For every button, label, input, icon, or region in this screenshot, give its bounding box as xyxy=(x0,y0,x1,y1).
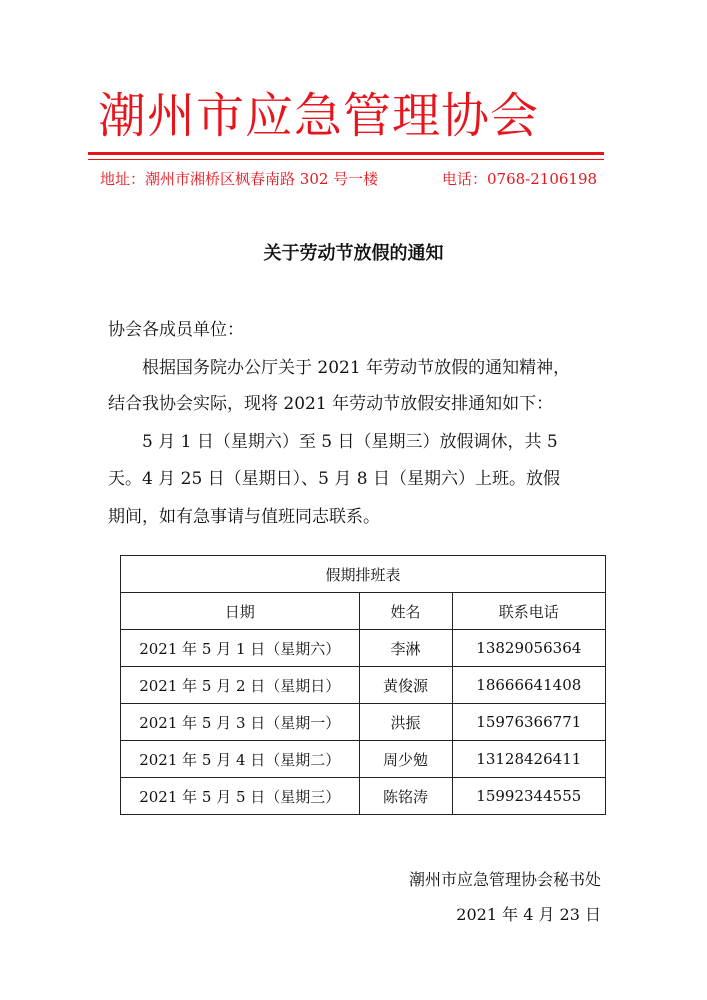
paragraph-line: 5 月 1 日（星期六）至 5 日（星期三）放假调休，共 5 xyxy=(108,432,558,452)
letterhead-title: 潮州市应急管理协会 xyxy=(98,88,540,144)
paragraph-line: 根据国务院办公厅关于 2021 年劳动节放假的通知精神， xyxy=(108,358,571,378)
address-text: 地址：潮州市湘桥区枫春南路 302 号一楼 xyxy=(100,170,379,188)
paragraph-line: 天。4 月 25 日（星期日）、5 月 8 日（星期六）上班。放假 xyxy=(108,469,561,489)
letterhead-rule-thin xyxy=(88,159,604,160)
table-row xyxy=(121,704,606,741)
notice-title: 关于劳动节放假的通知 xyxy=(263,243,444,264)
paragraph-line: 结合我协会实际，现将 2021 年劳动节放假安排通知如下： xyxy=(108,394,554,414)
table-caption-row xyxy=(121,556,606,593)
duty-table xyxy=(120,555,606,815)
signature-issuer: 潮州市应急管理协会秘书处 xyxy=(408,870,601,889)
cell-date: 2021 年 5 月 2 日（星期日） xyxy=(121,667,360,704)
cell-name: 陈铭涛 xyxy=(359,778,452,815)
letterhead-rule-thick xyxy=(88,152,604,155)
header-date: 日期 xyxy=(121,593,360,630)
cell-phone: 13829056364 xyxy=(452,630,605,667)
cell-phone: 15976366771 xyxy=(452,704,605,741)
cell-date: 2021 年 5 月 5 日（星期三） xyxy=(121,778,360,815)
cell-name: 黄俊源 xyxy=(359,667,452,704)
table-caption: 假期排班表 xyxy=(121,556,606,593)
table-row xyxy=(121,630,606,667)
table-row xyxy=(121,778,606,815)
cell-phone: 15992344555 xyxy=(452,778,605,815)
cell-phone: 18666641408 xyxy=(452,667,605,704)
header-name: 姓名 xyxy=(359,593,452,630)
address-line xyxy=(100,168,620,190)
header-phone: 联系电话 xyxy=(452,593,605,630)
table-row xyxy=(121,741,606,778)
cell-name: 李淋 xyxy=(359,630,452,667)
cell-date: 2021 年 5 月 3 日（星期一） xyxy=(121,704,360,741)
phone-text: 电话：0768-2106198 xyxy=(442,170,598,188)
salutation: 协会各成员单位： xyxy=(108,320,244,340)
table-header-row xyxy=(121,593,606,630)
cell-name: 周少勉 xyxy=(359,741,452,778)
paragraph-line: 期间，如有急事请与值班同志联系。 xyxy=(108,507,380,527)
cell-name: 洪振 xyxy=(359,704,452,741)
cell-date: 2021 年 5 月 4 日（星期二） xyxy=(121,741,360,778)
cell-date: 2021 年 5 月 1 日（星期六） xyxy=(121,630,360,667)
cell-phone: 13128426411 xyxy=(452,741,605,778)
signature-date: 2021 年 4 月 23 日 xyxy=(456,905,601,924)
table-row xyxy=(121,667,606,704)
